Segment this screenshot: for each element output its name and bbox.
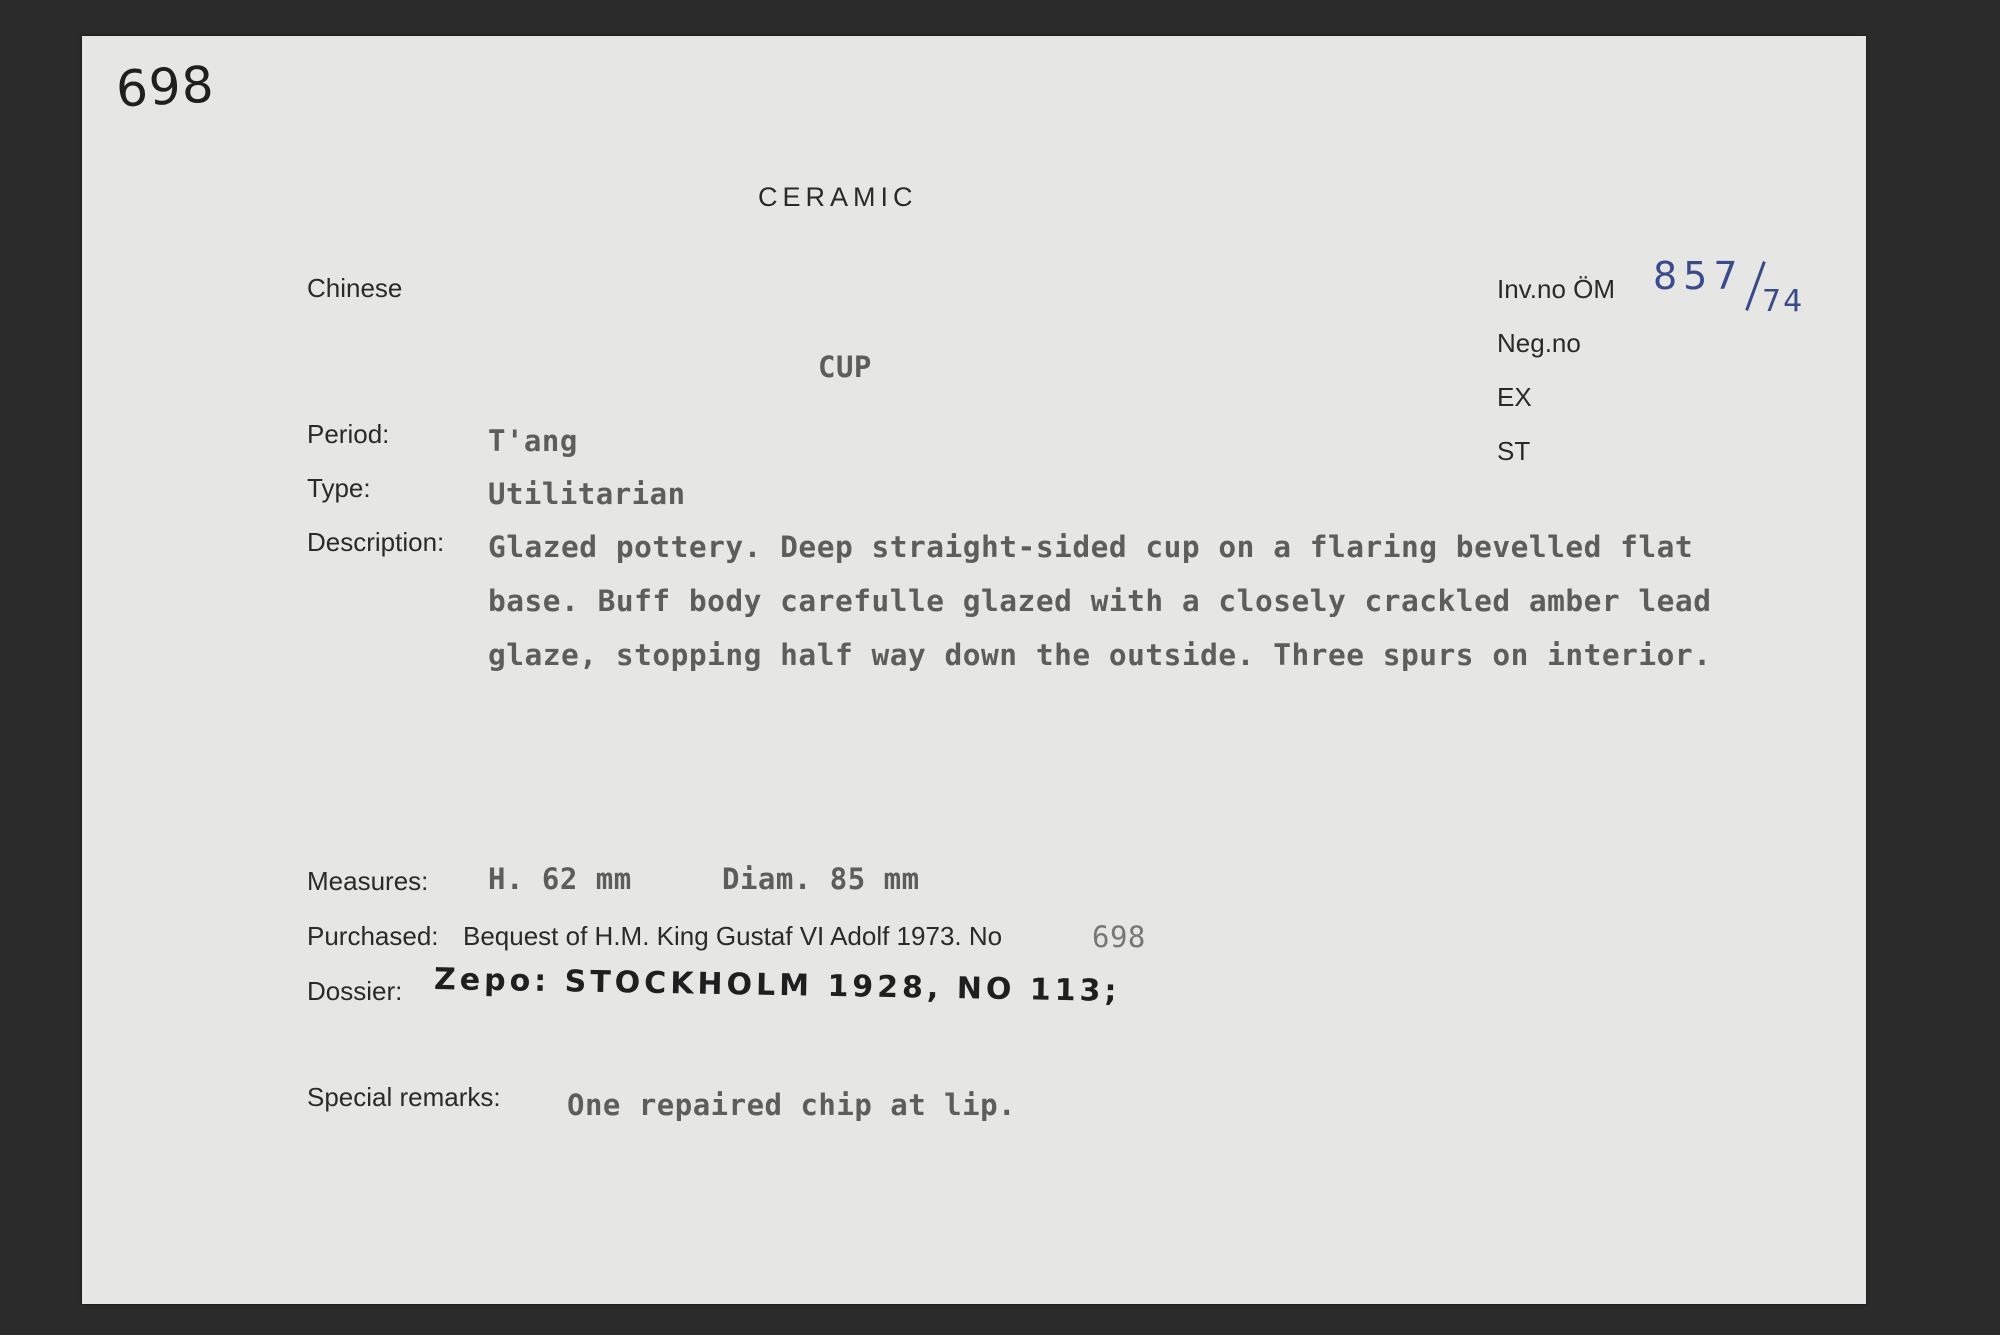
neg-label: Neg.no <box>1497 328 1581 358</box>
catalogue-card <box>82 36 1866 1304</box>
origin-label: Chinese <box>307 273 403 303</box>
card-heading: CERAMIC <box>758 182 918 212</box>
period-label: Period: <box>307 419 390 449</box>
inv-year: 74 <box>1762 284 1805 319</box>
remarks-label: Special remarks: <box>307 1082 501 1112</box>
corner-number: 698 <box>114 55 216 119</box>
description-label: Description: <box>307 527 445 557</box>
type-label: Type: <box>307 473 371 503</box>
period-value: T'ang <box>488 424 578 458</box>
description-line: Glazed pottery. Deep straight-sided cup on a flaring bevelled flat <box>488 530 1694 564</box>
ex-label: EX <box>1497 382 1532 412</box>
st-label: ST <box>1497 436 1531 466</box>
purchased-text: Bequest of H.M. King Gustaf VI Adolf 1973. No <box>463 921 1003 951</box>
measures-diameter: Diam. 85 mm <box>722 862 920 896</box>
description-line: base. Buff body carefulle glazed with a closely crackled amber lead <box>488 584 1712 618</box>
inv-number: 857 <box>1653 254 1744 298</box>
remarks-value: One repaired chip at lip. <box>567 1088 1016 1122</box>
purchased-number: 698 <box>1092 920 1146 954</box>
measures-label: Measures: <box>307 866 429 896</box>
inv-label: Inv.no ÖM <box>1497 274 1616 304</box>
dossier-value: Zepo: STOCKHOLM 1928, NO 113; <box>433 962 1121 1009</box>
measures-height: H. 62 mm <box>488 862 632 896</box>
description-line: glaze, stopping half way down the outside. Three spurs on interior. <box>488 638 1712 672</box>
purchased-label: Purchased: <box>307 921 439 951</box>
dossier-label: Dossier: <box>307 976 403 1006</box>
type-value: Utilitarian <box>488 477 686 511</box>
object-name: CUP <box>818 350 872 384</box>
